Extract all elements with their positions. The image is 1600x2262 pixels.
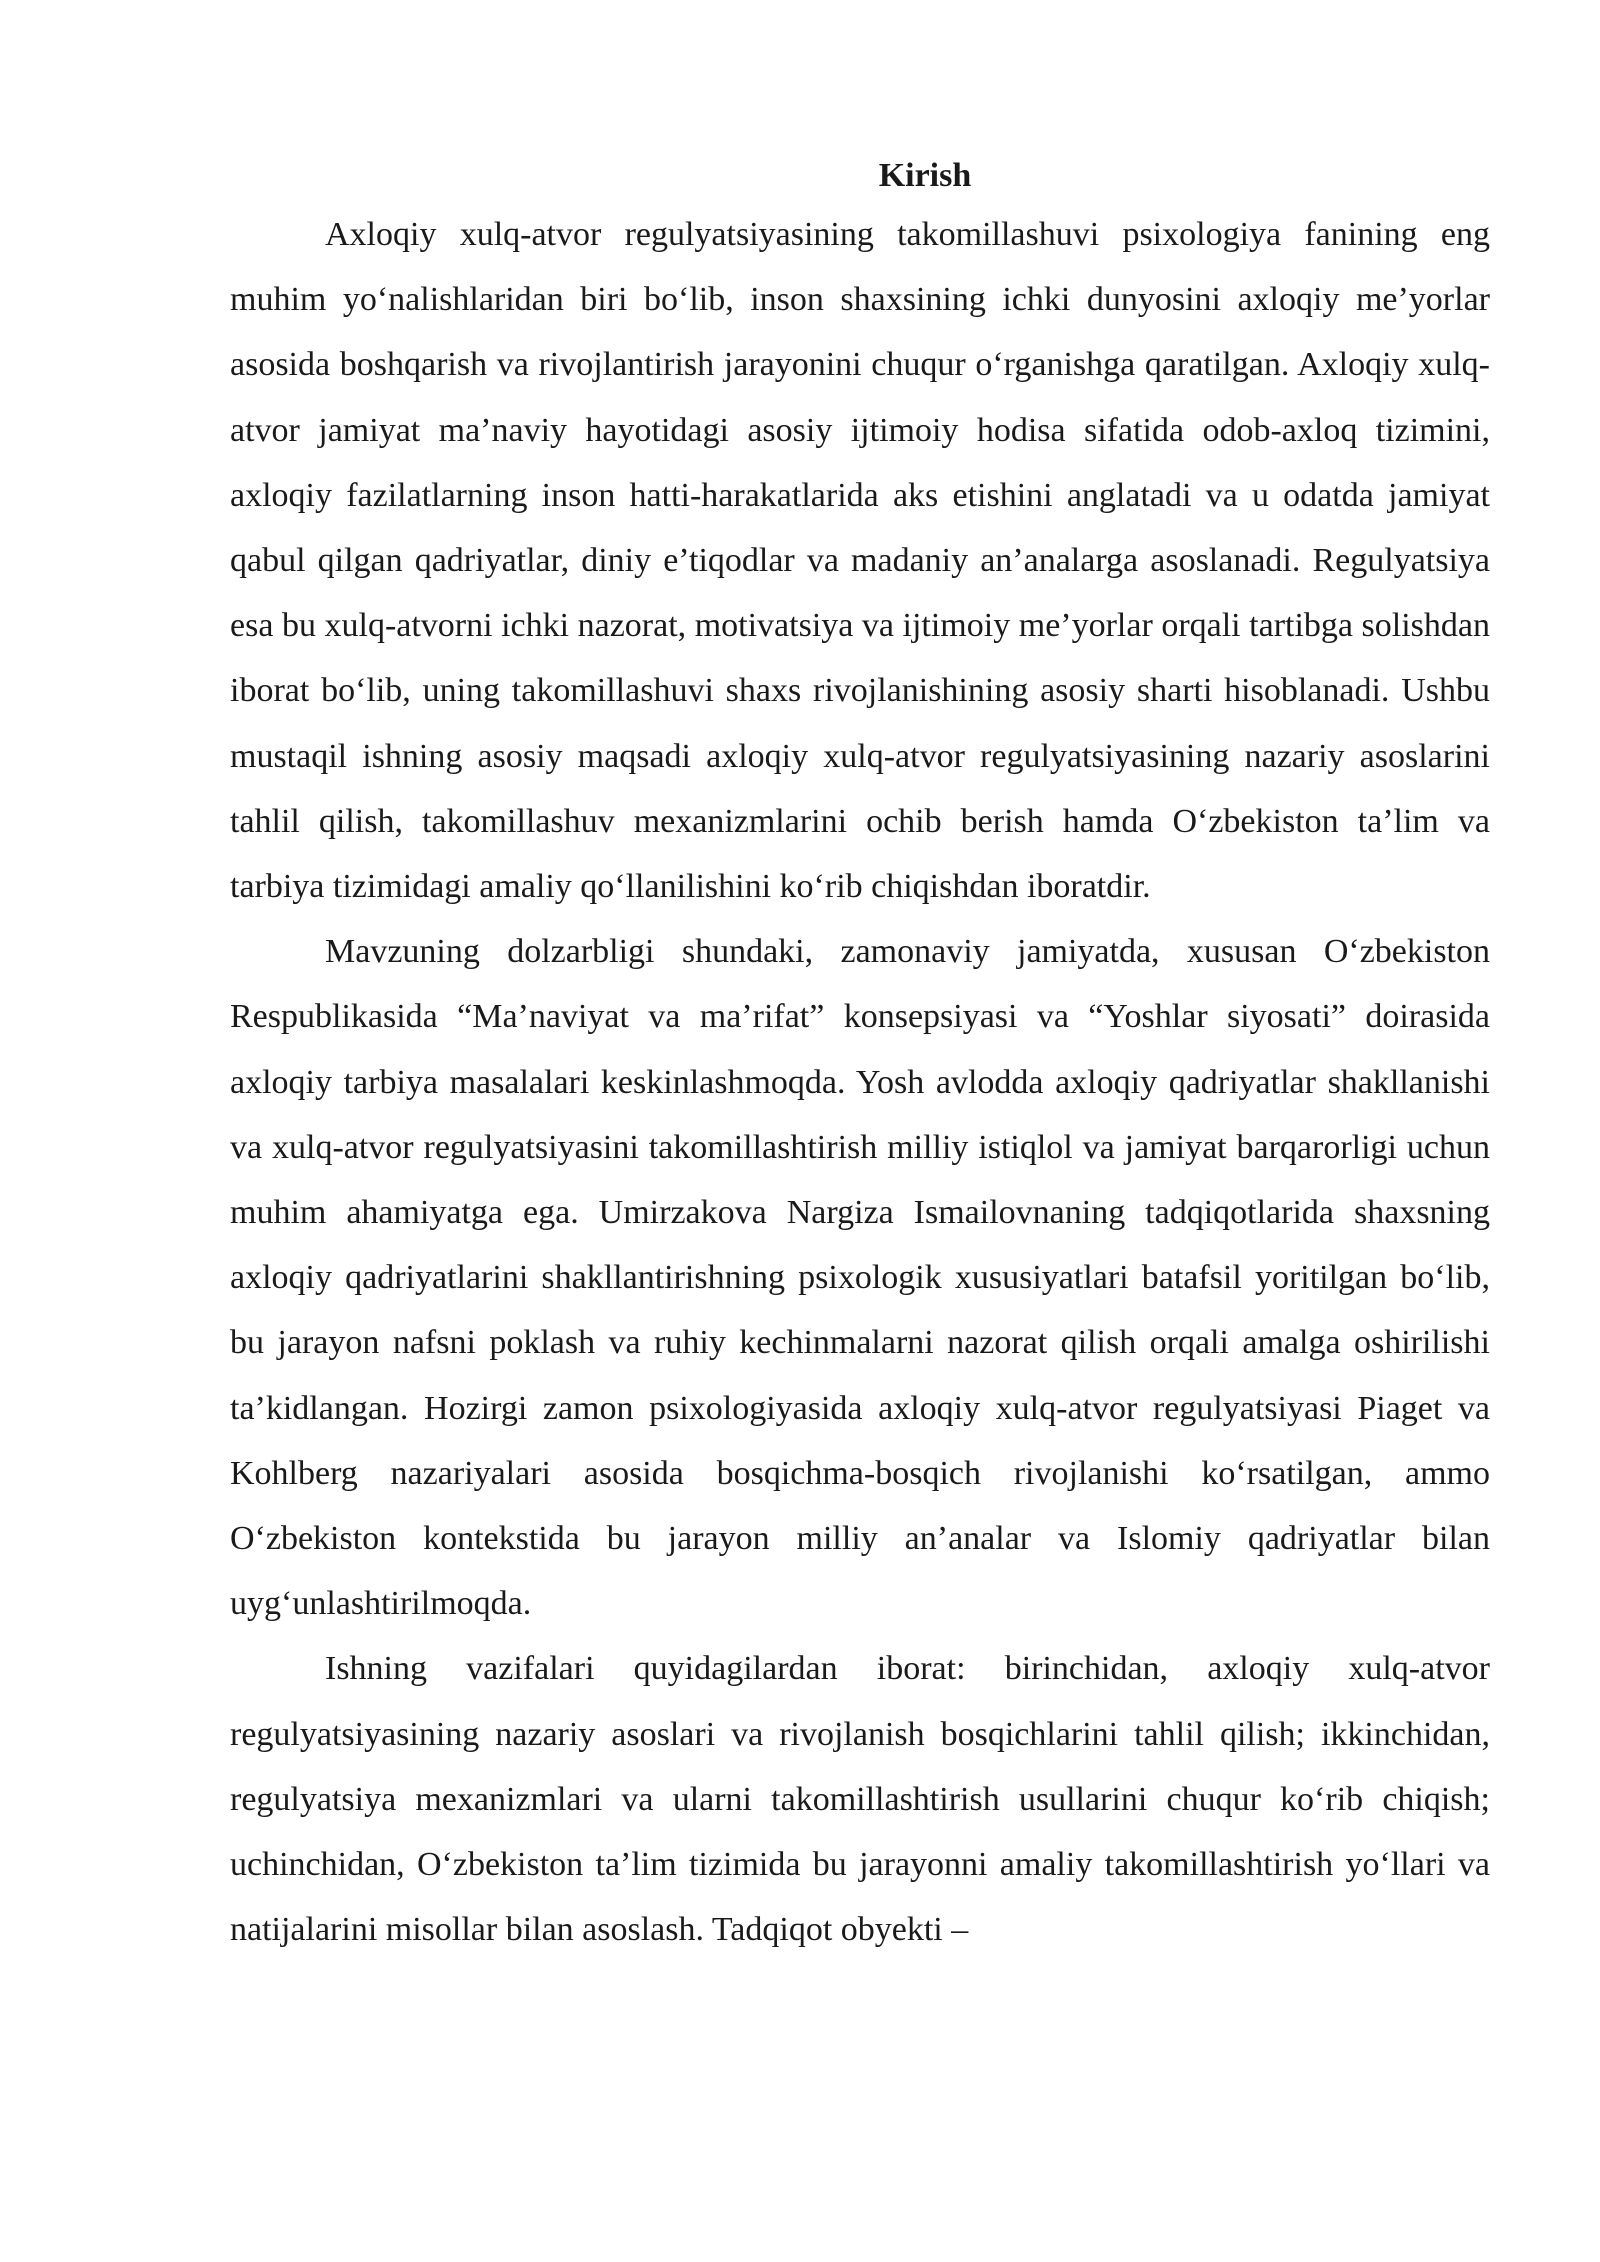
page-title: Kirish [878, 157, 972, 194]
paragraph-relevance: Mavzuning dolzarbligi shundaki, zamonaviy jamiyatda, xususan O‘zbekiston Respublikasida “Ma’naviyat va ma’rifat” konsepsiyasi va “Yoshlar siyosati” doirasida axloqiy tarbiya masalalari keskinlashmoqda. Yosh avlodda axloqiy qadriyatlar shakllanishi va xulq-atvor regulyatsiyasini takomillashtirish milliy istiqlol va jamiyat barqarorligi uchun muhim ahamiyatga ega. Umirzakova Nargiza Ismailovnaning tadqiqotlarida shaxsning axloqiy qadriyatlarini shakllantirishning psixologik xususiyatlari batafsil yoritilgan bo‘lib, bu jarayon nafsni poklash va ruhiy kechinmalarni nazorat qilish orqali amalga oshirilishi ta’kidlangan. Hozirgi zamon psixologiyasida axloqiy xulq-atvor regulyatsiyasi Piaget va Kohlberg nazariyalari asosida bosqichma-bosqich rivojlanishi ko‘rsatilgan, ammo O‘zbekiston kontekstida bu jarayon milliy an’analar va Islomiy qadriyatlar bilan uyg‘unlashtirilmoqda. [230, 933, 1490, 1623]
paragraph-intro: Axloqiy xulq-atvor regulyatsiyasining takomillashuvi psixologiya fanining eng muhim yo‘nalishlaridan biri bo‘lib, inson shaxsining ichki dunyosini axloqiy me’yorlar asosida boshqarish va rivojlantirish jarayonini chuqur o‘rganishga qaratilgan. Axloqiy xulq-atvor jamiyat ma’naviy hayotidagi asosiy ijtimoiy hodisa sifatida odob-axloq tizimini, axloqiy fazilatlarning inson hatti-harakatlarida aks etishini anglatadi va u odatda jamiyat qabul qilgan qadriyatlar, diniy e’tiqodlar va madaniy an’analarga asoslanadi. Regulyatsiya esa bu xulq-atvorni ichki nazorat, motivatsiya va ijtimoiy me’yorlar orqali tartibga solishdan iborat bo‘lib, uning takomillashuvi shaxs rivojlanishining asosiy sharti hisoblanadi. Ushbu mustaqil ishning asosiy maqsadi axloqiy xulq-atvor regulyatsiyasining nazariy asoslarini tahlil qilish, takomillashuv mexanizmlarini ochib berish hamda O‘zbekiston ta’lim va tarbiya tizimidagi amaliy qo‘llanilishini ko‘rib chiqishdan iboratdir. [230, 216, 1490, 906]
paragraph-tasks: Ishning vazifalari quyidagilardan iborat: birinchidan, axloqiy xulq-atvor regulyatsiyasining nazariy asoslari va rivojlanish bosqichlarini tahlil qilish; ikkinchidan, regulyatsiya mexanizmlari va ularni takomillashtirish usullarini chuqur ko‘rib chiqish; uchinchidan, O‘zbekiston ta’lim tizimida bu jarayonni amaliy takomillashtirish yo‘llari va natijalarini misollar bilan asoslash. Tadqiqot obyekti – [230, 1650, 1490, 1949]
document-body [230, 150, 1490, 1962]
